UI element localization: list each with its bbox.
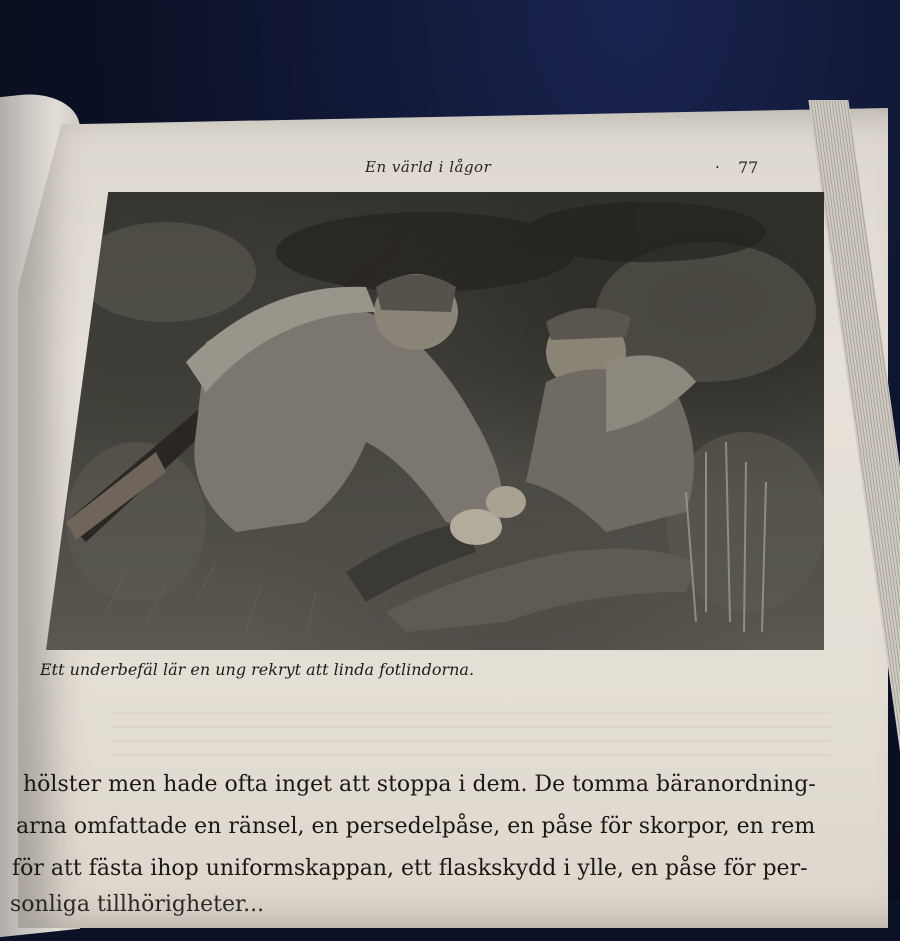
body-text-line: sonliga tillhörigheter... xyxy=(10,892,265,917)
page-number: 77 xyxy=(738,158,759,177)
running-title: En värld i lågor xyxy=(365,158,492,176)
body-text-line: arna omfattade en ränsel, en persedelpåse, en påse för skorpor, en rem xyxy=(16,814,816,839)
photo-caption: Ett underbefäl lär en ung rekryt att linda fotlindorna. xyxy=(40,660,475,679)
body-text-line: för att fästa ihop uniformskappan, ett flaskskydd i ylle, en påse för per- xyxy=(12,856,808,881)
photograph xyxy=(46,192,824,650)
header-separator: · xyxy=(715,158,720,176)
photograph-soldiers-icon xyxy=(46,192,824,650)
bleed-through-text xyxy=(110,700,830,760)
body-text-line: hölster men hade ofta inget att stoppa i dem. De tomma bäranordning- xyxy=(23,772,816,797)
